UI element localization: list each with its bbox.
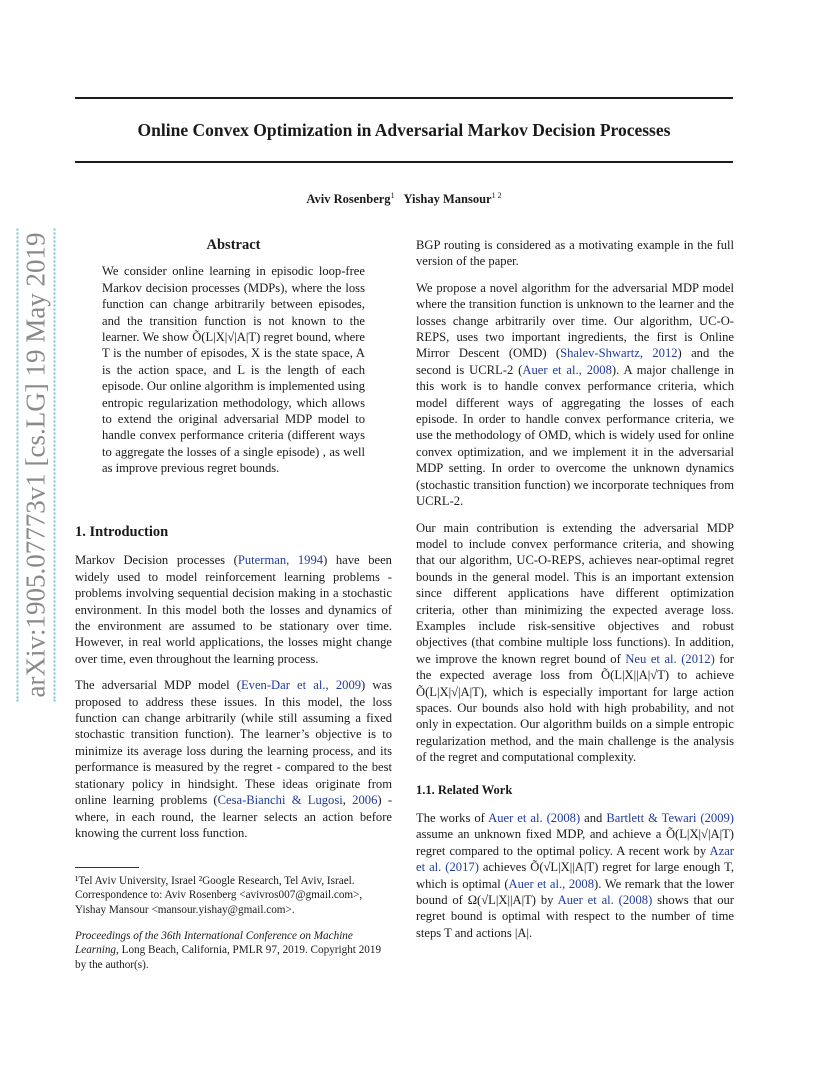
proceedings-note: Proceedings of the 36th International Conference on Machine Learning, Long Beach, California, PMLR 97, 2019. Copyright 2019 by the author(s).: [75, 930, 382, 971]
intro-section: [75, 524, 392, 851]
author-name[interactable]: Yishay Mansour: [403, 192, 492, 207]
math-expression: Õ(L|X|√|A|T): [192, 330, 261, 345]
citation-link[interactable]: Puterman, 1994: [237, 553, 324, 568]
author-affiliation: 1: [390, 191, 395, 200]
intro-heading: 1. Introduction: [75, 524, 169, 540]
footnote-rule: [75, 867, 139, 868]
paper-title: Online Convex Optimization in Adversarial Markov Decision Processes: [137, 120, 671, 140]
citation-link[interactable]: Cesa-Bianchi & Lugosi: [217, 793, 343, 808]
abstract-section: [102, 237, 365, 477]
citation-link[interactable]: 2006: [352, 793, 378, 808]
author-affiliation: 1 2: [491, 191, 502, 200]
intro-paragraph-2: The adversarial MDP model (Even-Dar et al., 2009) was proposed to address these issues. In this model, the loss function can change arbitrarily (while still assuming a fixed stochastic transition function). The learner’s objective is to minimize its average loss during the learning process, and its performance is measured by the regret - compared to the best stationary policy in hindsight. These ideas originate from online learning problems (Cesa-Bianchi & Lugosi, 2006) - where, in each round, the learner selects an action before knowing the current loss function.: [75, 678, 393, 840]
citation-link[interactable]: Auer et al. (2008): [488, 811, 581, 825]
math-expression: Õ(L|X|√|A|T): [665, 827, 734, 842]
right-paragraph-0: BGP routing is considered as a motivating example in the full version of the paper.: [416, 238, 734, 269]
math-expression: Õ(L|X||A|√T): [601, 668, 670, 683]
citation-link[interactable]: Shalev-Shwartz, 2012: [560, 346, 678, 361]
right-paragraph-2: Our main contribution is extending the adversarial MDP model to include convex performance criteria, and showing that our algorithm, UC-O-REPS, achieves near-optimal regret bounds in the general model. This is an important extension since different applications have different optimization criteria, other than minimizing the expected average loss. Examples include risk-sensitive objectives and robust objectives (that combine multiple loss functions). In addition, we improve the known regret bound of Neu et al. (2012) for the expected average loss from Õ(L|X||A|√T) to achieve Õ(L|X|√|A|T), which is especially important for large action spaces. Our bounds also hold with high probability, and not only in expectation. Our algorithm builds on a simple entropic regularization method, and the main challenge is the analysis of the regret and computational complexity.: [416, 520, 735, 765]
arxiv-identifier[interactable]: arXiv:1905.07773v1 [cs.LG] 19 May 2019: [17, 229, 56, 702]
right-column: [416, 237, 734, 951]
intro-paragraph-1: Markov Decision processes (Puterman, 1994) have been widely used to model reinforcement learning problems - problems involving sequential decision making in a stochastic environment. In this model both the losses and dynamics of the environment are assumed to be stationary over time. However, in real world applications, the losses might change over time, even throughout the learning process.: [75, 553, 392, 666]
top-rule: [75, 97, 733, 99]
title-bottom-rule: [75, 161, 733, 163]
citation-link[interactable]: Auer et al., 2008: [508, 876, 595, 891]
author-list: [75, 191, 733, 207]
author-name[interactable]: Aviv Rosenberg: [306, 192, 391, 207]
citation-link[interactable]: Neu et al. (2012): [625, 651, 715, 666]
math-expression: Ω(√L|X||A|T): [467, 893, 537, 908]
citation-link[interactable]: Bartlett & Tewari (2009): [606, 811, 734, 825]
math-expression: Õ(L|X|√|A|T): [416, 684, 485, 699]
arxiv-sidebar: [16, 232, 56, 698]
citation-link[interactable]: Auer et al. (2008): [557, 893, 653, 908]
citation-link[interactable]: Auer et al., 2008: [522, 362, 612, 377]
related-work-paragraph: The works of Auer et al. (2008) and Bartlett & Tewari (2009) assume an unknown fixed MDP, and achieve a Õ(L|X|√|A|T) regret compared to the optimal policy. A recent work by Azar et al. (2017) achieves Õ(√L|X||A|T) regret for large enough T, which is optimal (Auer et al., 2008). We remark that the lower bound of Ω(√L|X||A|T) by Auer et al. (2008) shows that our regret bound is optimal with respect to the number of time steps T and actions |A|.: [416, 811, 734, 940]
affiliation-footnote: ¹Tel Aviv University, Israel ²Google Research, Tel Aviv, Israel. Correspondence to: Aviv Rosenberg <avivros007@gmail.com>, Yishay Mansour <mansour.yishay@gmail.com>.: [75, 875, 363, 916]
abstract-heading: Abstract: [206, 237, 261, 253]
abstract-body: We consider online learning in episodic loop-free Markov decision processes (MDPs), where the loss function can change arbitrarily between episodes, and the transition function is not known to the learner. We show Õ(L|X|√|A|T) regret bound, where T is the number of episodes, X is the state space, A is the action space, and L is the length of each episode. Our online algorithm is implemented using entropic regularization methodology, which allows to extend the original adversarial MDP model to handle convex performance criteria (different ways to aggregate the losses of a single episode) , as well as improve previous regret bounds.: [102, 264, 365, 476]
citation-link[interactable]: Azar et al. (2017): [416, 843, 734, 875]
citation-link[interactable]: Even-Dar et al., 2009: [240, 678, 362, 693]
related-work-heading: 1.1. Related Work: [416, 782, 513, 797]
math-expression: Õ(√L|X||A|T): [530, 860, 599, 875]
right-paragraph-1: We propose a novel algorithm for the adversarial MDP model where the transition function is unknown to the learner and the losses change arbitrarily over time. Our algorithm, UC-O-REPS, uses two important ingredients, the first is Online Mirror Descent (OMD) (Shalev-Shwartz, 2012) and the second is UCRL-2 (Auer et al., 2008). A major challenge in this work is to handle convex performance criteria, which model different ways of aggregating the losses of each episode. In order to handle convex performance criteria, we use the methodology of OMD, which is widely used for online convex optimization, and we implement it in the adversarial MDP setting. In order to overcome the unknown dynamics (stochastic transition function) we incorporate techniques from UCRL-2.: [416, 280, 734, 509]
